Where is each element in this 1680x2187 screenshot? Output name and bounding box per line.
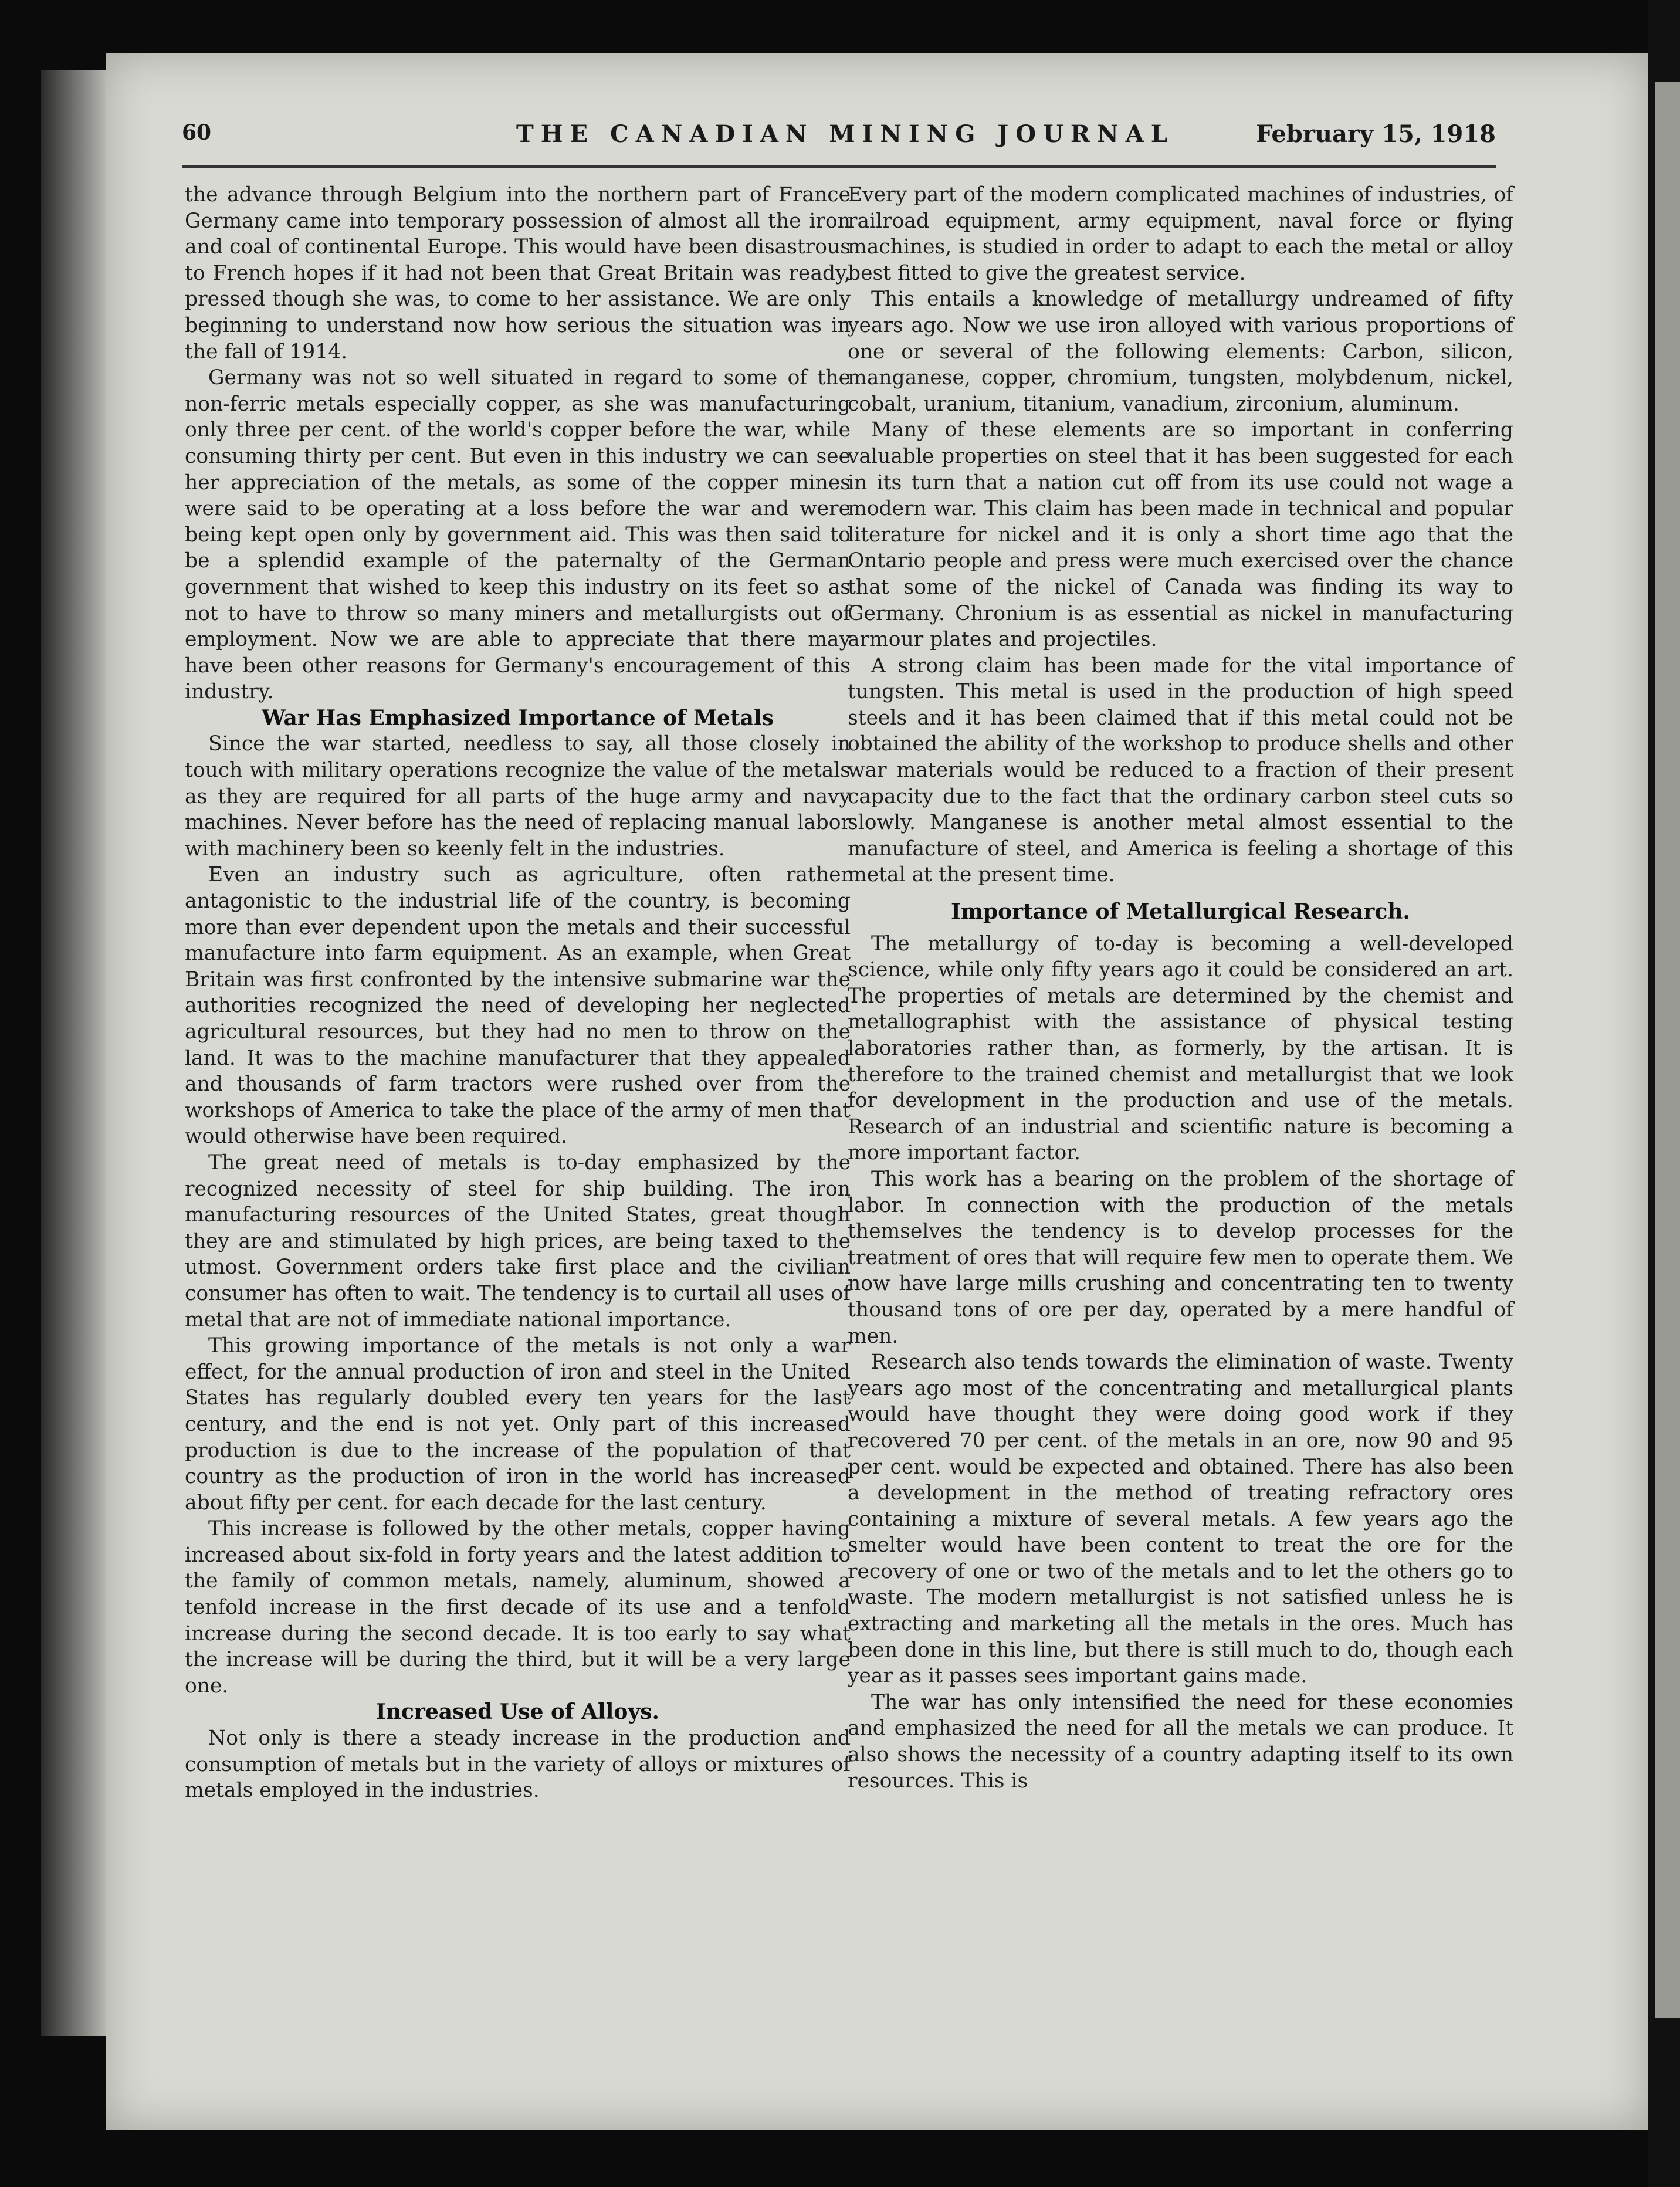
section-heading: War Has Emphasized Importance of Metals	[262, 705, 774, 730]
paragraph: Since the war started, needless to say, all those closely in touch with military operations recognize the value of the metals as they are required for all parts of the huge army and navy machines. Never before has the need of replacing manual labor with machinery been so keenly felt in the industries.	[185, 732, 851, 861]
section-heading: Increased Use of Alloys.	[375, 1700, 660, 1725]
next-page-edge	[1655, 82, 1680, 2018]
paragraph: The war has only intensified the need for these economies and emphasized the need for all the metals we can produce. It also shows the necessity of a country adapting itself to its own resources. This is	[848, 1690, 1513, 1793]
paragraph: This work has a bearing on the problem of the shortage of labor. In connection with the production of the metals themselves the tendency is to develop processes for the treatment of ores that will require few men to operate them. We now have large mills crushing and concentrating ten to twenty thousand tons of ore per day, operated by a mere handful of men.	[848, 1167, 1513, 1348]
page-number: 60	[182, 120, 212, 145]
paragraph: This entails a knowledge of metallurgy undreamed of fifty years ago. Now we use iron alloyed with various proportions of one or several of the following elements: Carbon, silicon, manganese, copper, chromium, tungsten, molybdenum, nickel, cobalt, uranium, titanium, vanadium, zirconium, aluminum.	[848, 287, 1513, 416]
issue-date: February 15, 1918	[1256, 120, 1496, 148]
paragraph: Germany was not so well situated in regard to some of the non-ferric metals especially copper, as she was manufacturing only three per cent. of the world's copper before the war, while consuming thirty per cent. But even in this industry we can see her appreciation of the metals, as some of the copper mines were said to be operating at a loss before the war and were being kept open only by government aid. This was then said to be a splendid example of the paternalty of the German government that wished to keep this industry on its feet so as not to have to throw so many miners and metallurgists out of employment. Now we are able to appreciate that there may have been other reasons for Germany's encouragement of this industry.	[185, 366, 851, 704]
right-column	[848, 182, 1513, 1794]
paragraph: This growing importance of the metals is not only a war effect, for the annual production of iron and steel in the United States has regularly doubled every ten years for the last century, and the end is not yet. Only part of this increased production is due to the increase of the population of that country as the production of iron in the world has increased about fifty per cent. for each decade for the last century.	[185, 1334, 851, 1515]
paragraph: The metallurgy of to-day is becoming a well-developed science, while only fifty years ago it could be considered an art. The properties of metals are determined by the chemist and metallographist with the assistance of physical testing laboratories rather than, as formerly, by the artisan. It is therefore to the trained chemist and metallurgist that we look for development in the production and use of the metals. Research of an industrial and scientific nature is becoming a more important factor.	[848, 932, 1513, 1165]
paragraph: Not only is there a steady increase in the production and consumption of metals but in the variety of alloys or mixtures of metals employed in the industries.	[185, 1726, 851, 1803]
section-heading: Importance of Metallurgical Research.	[950, 899, 1411, 925]
paragraph: Even an industry such as agriculture, often rather antagonistic to the industrial life of the country, is becoming more than ever dependent upon the metals and their successful manufacture into farm equipment. As an example, when Great Britain was first confronted by the intensive submarine war the authorities recognized the need of developing her neglected agricultural resources, but they had no men to throw on the land. It was to the machine manufacturer that they appealed and thousands of farm tractors were rushed over from the workshops of America to take the place of the army of men that would otherwise have been required.	[185, 863, 851, 1149]
book-gutter	[41, 70, 106, 2036]
paragraph: Many of these elements are so important in conferring valuable properties on steel that it has been suggested for each in its turn that a nation cut off from its use could not wage a modern war. This claim has been made in technical and popular literature for nickel and it is only a short time ago that the Ontario people and press were much exercised over the chance that some of the nickel of Canada was finding its way to Germany. Chronium is as essential as nickel in manufacturing armour plates and projectiles.	[848, 418, 1513, 652]
header-rule	[182, 165, 1496, 168]
paragraph: This increase is followed by the other metals, copper having increased about six-fold in forty years and the latest addition to the family of common metals, namely, aluminum, showed a tenfold increase in the first decade of its use and a tenfold increase during the second decade. It is too early to say what the increase will be during the third, but it will be a very large one.	[185, 1517, 851, 1698]
paragraph: the advance through Belgium into the northern part of France Germany came into temporary possession of almost all the iron and coal of continental Europe. This would have been disastrous to French hopes if it had not been that Great Britain was ready, pressed though she was, to come to her assistance. We are only beginning to understand now how serious the situation was in the fall of 1914.	[185, 183, 851, 364]
paragraph: The great need of metals is to-day emphasized by the recognized necessity of steel for ship building. The iron manufacturing resources of the United States, great though they are and stimulated by high prices, are being taxed to the utmost. Government orders take first place and the civilian consumer has often to wait. The tendency is to curtail all uses of metal that are not of immediate national importance.	[185, 1150, 851, 1332]
left-column	[185, 182, 851, 1804]
paragraph: Every part of the modern complicated machines of industries, of railroad equipment, army equipment, naval force or flying machines, is studied in order to adapt to each the metal or alloy best fitted to give the greatest service.	[848, 183, 1513, 285]
paragraph: Research also tends towards the elimination of waste. Twenty years ago most of the concentrating and metallurgical plants would have thought they were doing good work if they recovered 70 per cent. of the metals in an ore, now 90 and 95 per cent. would be expected and obtained. There has also been a development in the method of treating refractory ores containing a mixture of several metals. A few years ago the smelter would have been content to treat the ore for the recovery of one or two of the metals and to let the others go to waste. The modern metallurgist is not satisfied unless he is extracting and marketing all the metals in the ores. Much has been done in this line, but there is still much to do, though each year as it passes sees important gains made.	[848, 1350, 1513, 1688]
paragraph: A strong claim has been made for the vital importance of tungsten. This metal is used in the production of high speed steels and it has been claimed that if this metal could not be obtained the ability of the workshop to produce shells and other war materials would be reduced to a fraction of their present capacity due to the fact that the ordinary carbon steel cuts so slowly. Manganese is another metal almost essential to the manufacture of steel, and America is feeling a shortage of this metal at the present time.	[848, 654, 1513, 887]
page-header	[176, 120, 1496, 161]
journal-title: THE CANADIAN MINING JOURNAL	[516, 120, 1174, 148]
